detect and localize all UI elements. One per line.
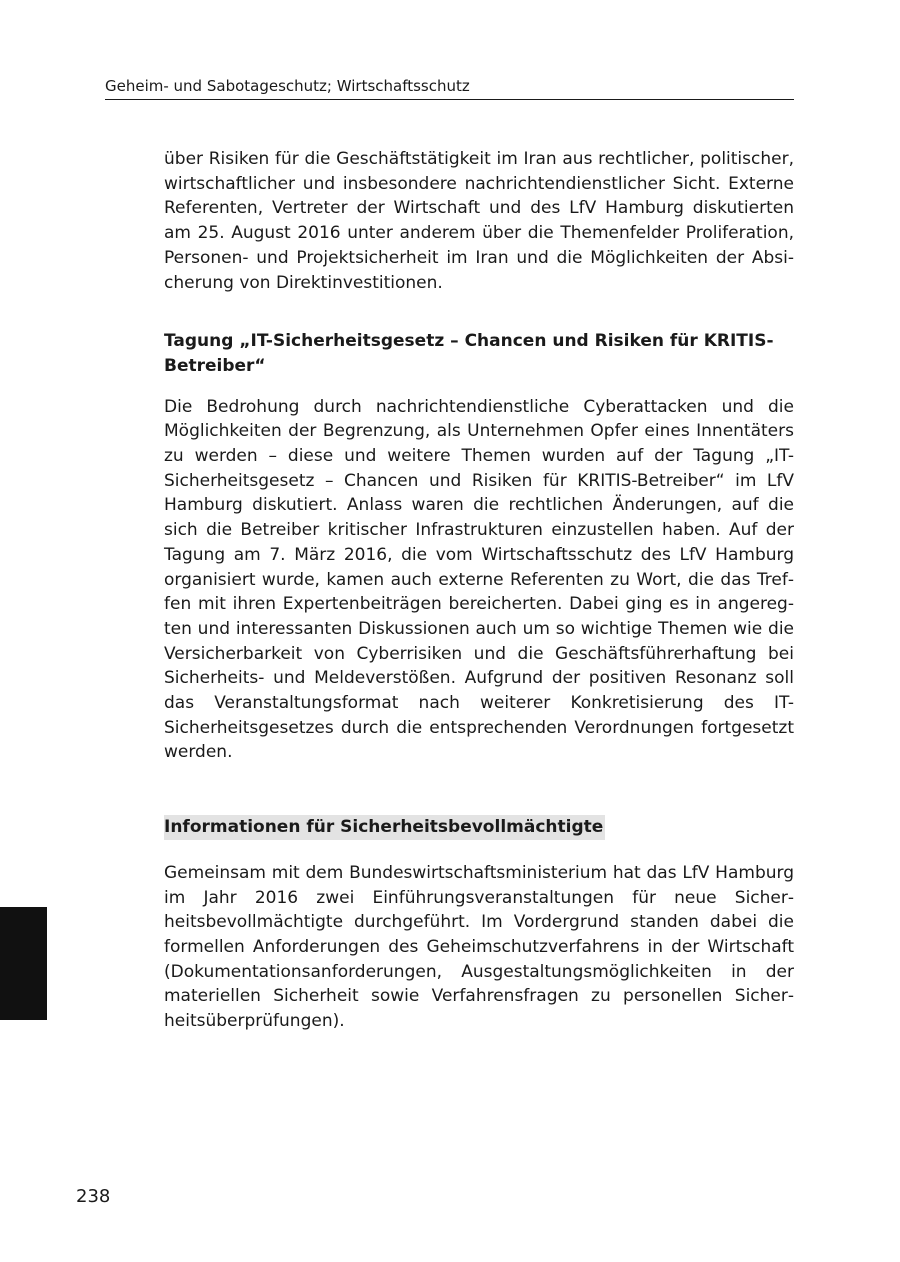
section-heading-it-security-conference: Tagung „IT-Sicherheitsgesetz – Chancen und Risiken für KRITIS-Betreiber“: [164, 331, 774, 376]
paragraph-it-security-conference: Die Bedrohung durch nachrichtendienstliche Cyberattacken und die Möglichkeiten der Begrenzung, als Unternehmen Opfer eines Innentäters zu werden – diese und weitere Themen wurden auf der Tagung „IT-Sicherheitsgesetz – Chancen und Risiken für KRITIS-Betreiber“ im LfV Hamburg diskutiert. Anlass waren die rechtlichen Änderungen, auf die sich die Betreiber kritischer Infrastrukturen einzustellen haben. Auf der Tagung am 7. März 2016, die vom Wirtschaftsschutz des LfV Hamburg organisiert wurde, kamen auch externe Referenten zu Wort, die das Treffen mit ihren Expertenbeiträgen bereicherten. Dabei ging es in angeregten und interessanten Diskussionen auch um so wichtige Themen wie die Versicherbarkeit von Cyberrisiken und die Geschäftsführerhaftung bei Sicherheits- und Meldeverstößen. Aufgrund der positiven Resonanz soll das Veranstaltungsformat nach weiterer Konkretisierung des IT-Sicherheitsgesetzes durch die entsprechenden Verordnungen fortgesetzt werden.: [164, 396, 794, 763]
section-heading-wrapper: [164, 815, 794, 840]
section-heading-security-officers: Informationen für Sicherheitsbevollmächtigte: [164, 815, 605, 840]
page-number: 238: [76, 1186, 111, 1207]
running-header: Geheim- und Sabotageschutz; Wirtschaftsschutz: [105, 76, 794, 100]
page-content: [164, 147, 794, 1034]
paragraph-security-officers: Gemeinsam mit dem Bundeswirtschaftsministerium hat das LfV Hamburg im Jahr 2016 zwei Einführungsveranstaltungen für neue Sicherheitsbevollmächtigte durchgeführt. Im Vordergrund standen dabei die formellen Anforderungen des Geheimschutzverfahrens in der Wirtschaft (Dokumentationsanforderungen, Ausgestaltungsmöglichkeiten in der materiellen Sicherheit sowie Verfahrensfragen zu personellen Sicherheitsüberprüfungen).: [164, 862, 794, 1032]
chapter-thumb-tab: [0, 907, 47, 1020]
paragraph-iran-risks: über Risiken für die Geschäftstätigkeit im Iran aus rechtlicher, politischer, wirtschaftlicher und insbesondere nachrichtendienstlicher Sicht. Externe Referenten, Vertreter der Wirtschaft und des LfV Hamburg diskutierten am 25. August 2016 unter anderem über die Themenfelder Proliferation, Personen- und Projektsicherheit im Iran und die Möglichkeiten der Absicherung von Direktinvestitionen.: [164, 149, 794, 293]
